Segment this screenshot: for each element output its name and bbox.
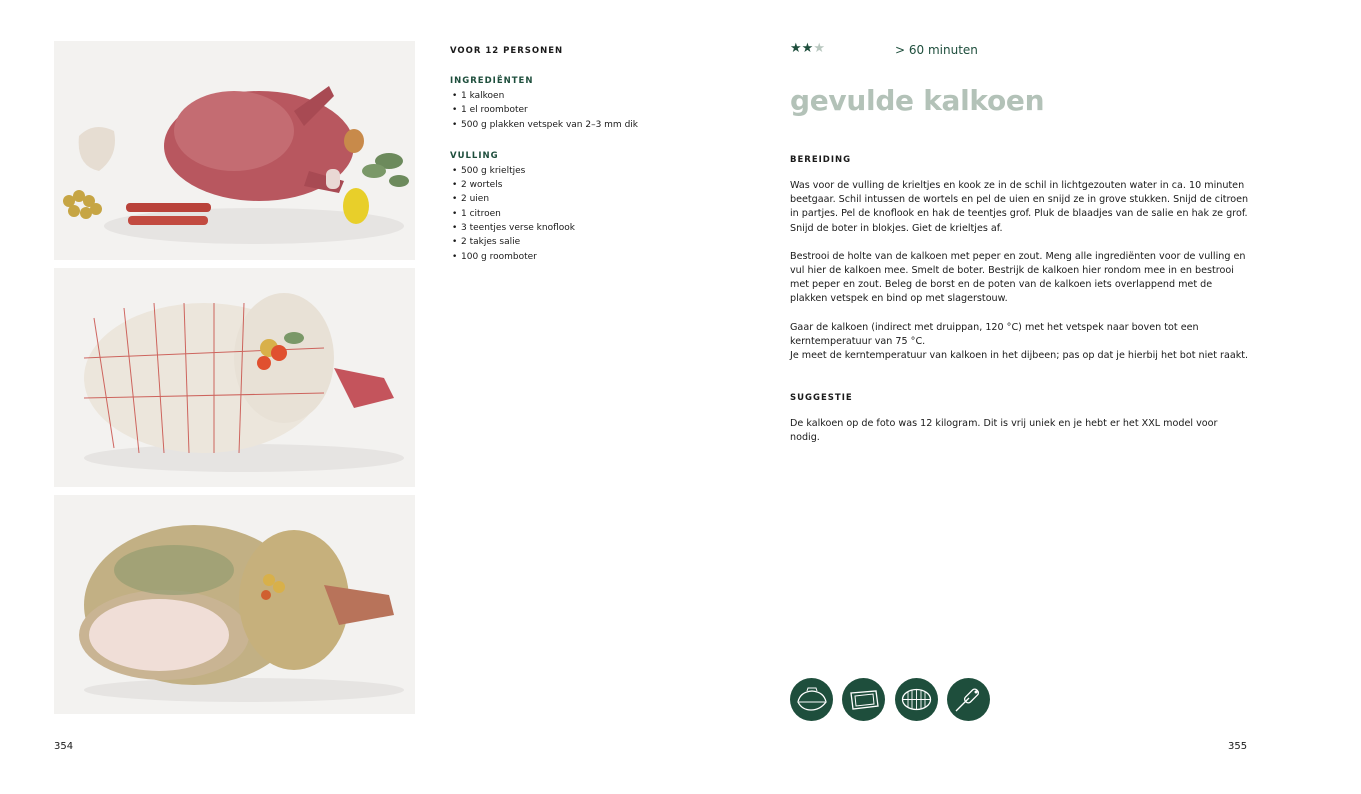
grill-grate-icon [895,678,938,721]
recipe-meta [790,40,1250,60]
filling-list [450,164,750,264]
cooked-turkey-image [54,495,415,714]
star-empty-icon: ★ [813,41,825,56]
servings-label: VOOR 12 PERSONEN [450,46,564,56]
photo-cooked-turkey [54,495,415,714]
filling-item: • 1 citroen [450,207,750,221]
filling-item: • 100 g roomboter [450,250,750,264]
filling-item: • 500 g krieltjes [450,164,750,178]
difficulty-stars [790,41,825,56]
page-number-left: 354 [54,741,74,752]
filling-item: • 3 teentjes verse knoflook [450,221,750,235]
suggestion-text: De kalkoen op de foto was 12 kilogram. Dit is vrij uniek en je hebt er het XXL model voor nodig. [790,418,1218,444]
preparation-heading: BEREIDING [790,155,852,165]
cooking-time: > 60 minuten [895,43,978,57]
filling-item: • 2 wortels [450,178,750,192]
ingredients-heading: INGREDIËNTEN [450,76,534,86]
star-filled-icon: ★ [801,41,814,56]
star-filled-icon: ★ [790,41,802,56]
suggestion-heading: SUGGESTIE [790,393,853,404]
ingredient-item: • 1 el roomboter [450,103,750,117]
recipe-title: gevulde kalkoen [790,84,1045,117]
raw-turkey-ingredients-image [54,41,415,260]
preparation-paragraph: Bestrooi de holte van de kalkoen met peper en zout. Meng alle ingrediënten voor de vulling en vul hier de kalkoen mee. Smelt de boter. Bestrijk de kalkoen hier rondom mee in en bestrooi met peper en zout. Beleg de borst en de poten van de kalkoen iets overlappend met de plakken vetspek en bind op met slagerstouw. [790,250,1246,305]
ingredients-column [450,46,750,283]
ingredient-item: • 1 kalkoen [450,89,750,103]
preparation-paragraph: Was voor de vulling de krieltjes en kook ze in de schil in lichtgezouten water in ca. 10 minuten beetgaar. Schil intussen de wortels en pel de uien en snijd ze in grove stukken. Snijd de citroen in partjes. Pel de knoflook en hak de teentjes grof. Pluk de blaadjes van de salie en hak ze grof. Snijd de boter in blokjes. Giet de krieltjes af. [790,180,1249,234]
filling-item: • 2 takjes salie [450,235,750,249]
meat-thermometer-icon [947,678,990,721]
filling-heading: VULLING [450,150,499,161]
filling-item: • 2 uien [450,192,750,206]
wrapped-turkey-image [54,268,415,487]
ingredients-list [450,89,750,132]
page-number-right: 355 [1228,741,1248,752]
ingredient-item: • 500 g plakken vetspek van 2–3 mm dik [450,118,750,132]
photo-wrapped-turkey [54,268,415,487]
photo-raw-turkey-ingredients [54,41,415,260]
grill-icon [790,678,833,721]
drip-pan-icon [842,678,885,721]
recipe-column [790,40,1250,446]
preparation-paragraph: Gaar de kalkoen (indirect met druippan, 120 °C) met het vetspek naar boven tot een kerntemperatuur van 75 °C. Je meet de kerntemperatuur van kalkoen in het dijbeen; pas op dat je hierbij het bot niet raakt. [790,321,1249,362]
